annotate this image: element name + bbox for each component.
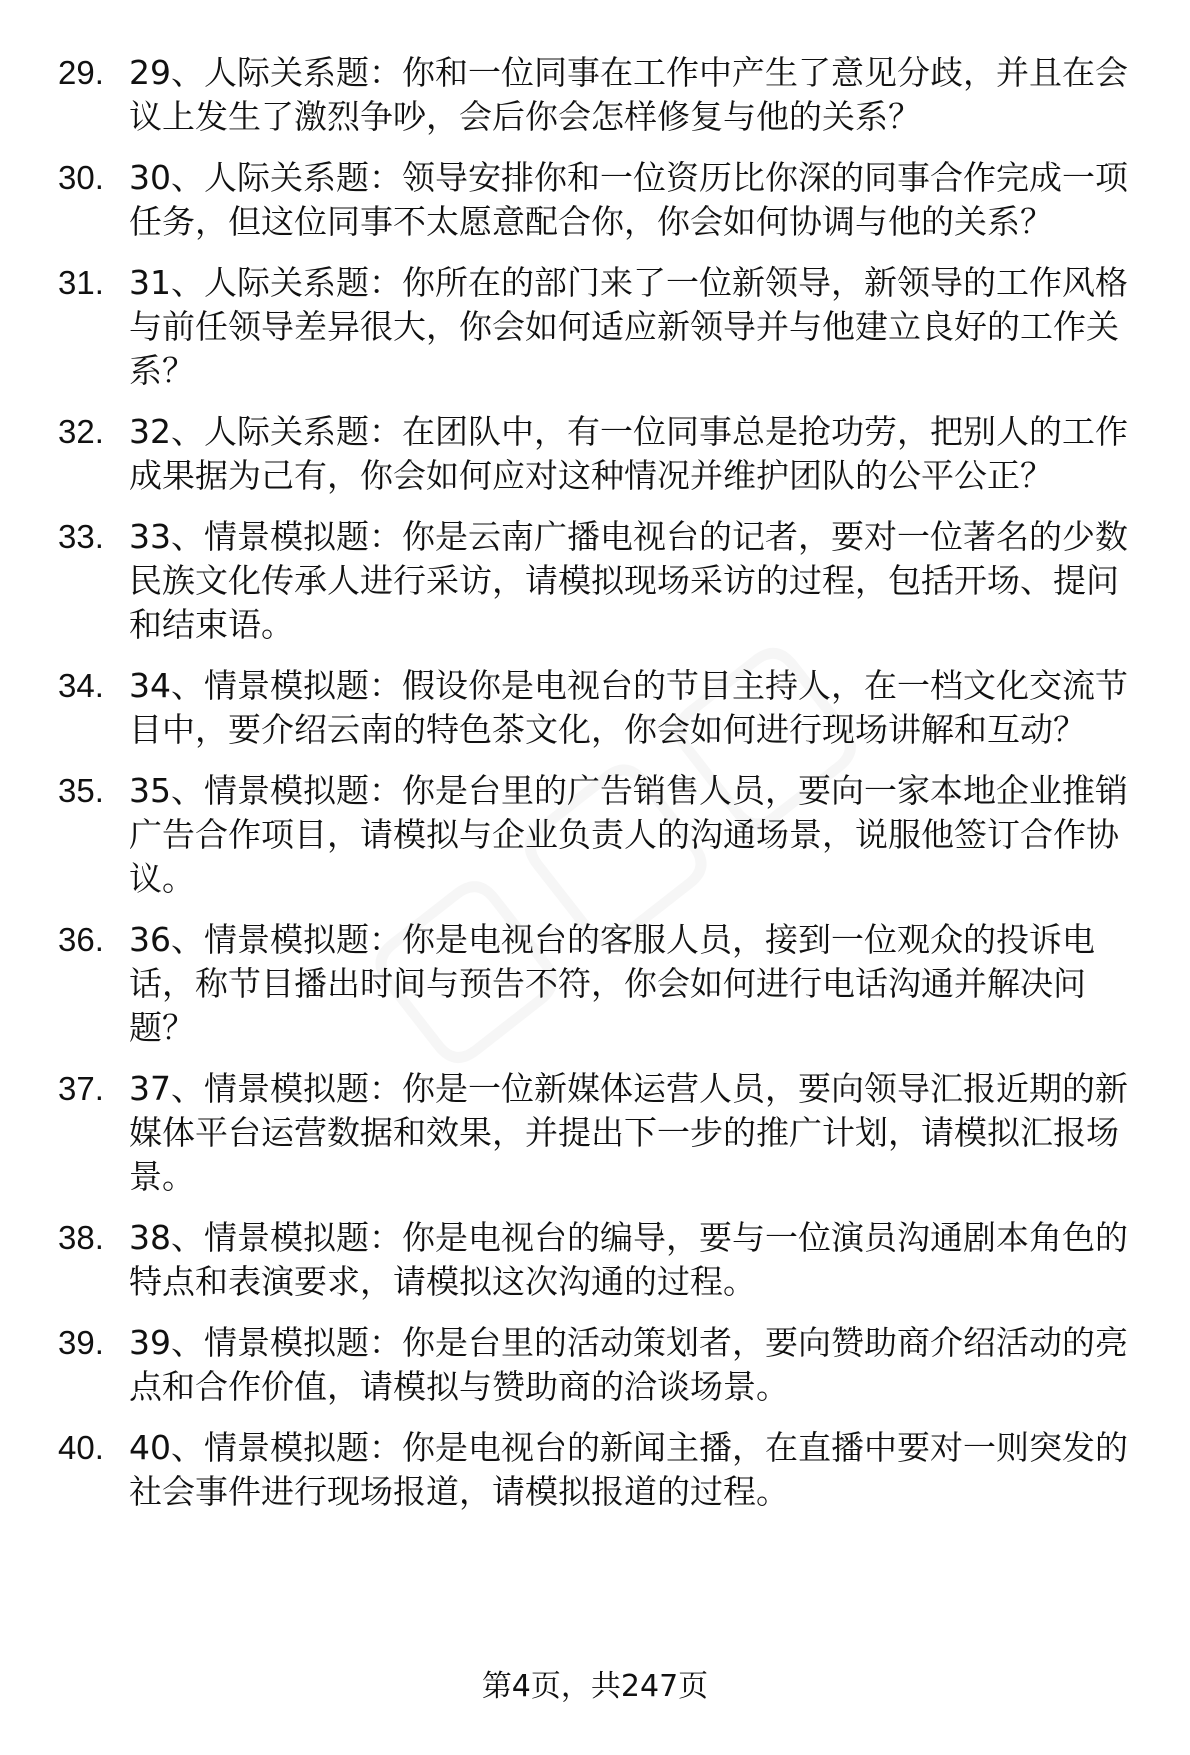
list-item: [58, 1216, 1148, 1304]
list-item: [58, 156, 1148, 244]
item-number: 29.: [58, 54, 104, 91]
item-number: 38.: [58, 1219, 104, 1256]
list-item: [58, 918, 1148, 1050]
page-number: 第4页，共247页: [481, 1669, 709, 1704]
item-text: 30、人际关系题：领导安排你和一位资历比你深的同事合作完成一项任务，但这位同事不太愿意配合你，你会如何协调与他的关系？: [129, 158, 1128, 241]
item-number: 33.: [58, 518, 104, 555]
list-item: [58, 515, 1148, 647]
item-number: 35.: [58, 772, 104, 809]
item-text: 38、情景模拟题：你是电视台的编导，要与一位演员沟通剧本角色的特点和表演要求，请模拟这次沟通的过程。: [129, 1218, 1128, 1301]
item-text: 40、情景模拟题：你是电视台的新闻主播，在直播中要对一则突发的社会事件进行现场报道，请模拟报道的过程。: [129, 1428, 1128, 1511]
item-text: 32、人际关系题：在团队中，有一位同事总是抢功劳，把别人的工作成果据为己有，你会如何应对这种情况并维护团队的公平公正？: [129, 412, 1128, 495]
list-item: [58, 664, 1148, 752]
list-item: [58, 1426, 1148, 1514]
item-text: 29、人际关系题：你和一位同事在工作中产生了意见分歧，并且在会议上发生了激烈争吵，会后你会怎样修复与他的关系？: [129, 53, 1128, 136]
list-item: [58, 1067, 1148, 1199]
item-number: 39.: [58, 1324, 104, 1361]
list-item: [58, 410, 1148, 498]
item-number: 32.: [58, 413, 104, 450]
question-list: [58, 51, 1158, 1531]
item-text: 33、情景模拟题：你是云南广播电视台的记者，要对一位著名的少数民族文化传承人进行采访，请模拟现场采访的过程，包括开场、提问和结束语。: [129, 517, 1128, 644]
item-number: 34.: [58, 667, 104, 704]
item-text: 37、情景模拟题：你是一位新媒体运营人员，要向领导汇报近期的新媒体平台运营数据和效果，并提出下一步的推广计划，请模拟汇报场景。: [129, 1069, 1128, 1196]
item-text: 39、情景模拟题：你是台里的活动策划者，要向赞助商介绍活动的亮点和合作价值，请模拟与赞助商的洽谈场景。: [129, 1323, 1128, 1406]
list-item: [58, 1321, 1148, 1409]
list-item: [58, 261, 1148, 393]
item-text: 31、人际关系题：你所在的部门来了一位新领导，新领导的工作风格与前任领导差异很大，你会如何适应新领导并与他建立良好的工作关系？: [129, 263, 1128, 390]
item-number: 40.: [58, 1429, 104, 1466]
item-number: 36.: [58, 921, 104, 958]
item-text: 36、情景模拟题：你是电视台的客服人员，接到一位观众的投诉电话，称节目播出时间与预告不符，你会如何进行电话沟通并解决问题？: [129, 920, 1095, 1047]
item-number: 30.: [58, 159, 104, 196]
item-text: 34、情景模拟题：假设你是电视台的节目主持人，在一档文化交流节目中，要介绍云南的特色茶文化，你会如何进行现场讲解和互动？: [129, 666, 1128, 749]
item-number: 31.: [58, 264, 104, 301]
item-number: 37.: [58, 1070, 104, 1107]
item-text: 35、情景模拟题：你是台里的广告销售人员，要向一家本地企业推销广告合作项目，请模拟与企业负责人的沟通场景，说服他签订合作协议。: [129, 771, 1128, 898]
list-item: [58, 769, 1148, 901]
list-item: [58, 51, 1148, 139]
